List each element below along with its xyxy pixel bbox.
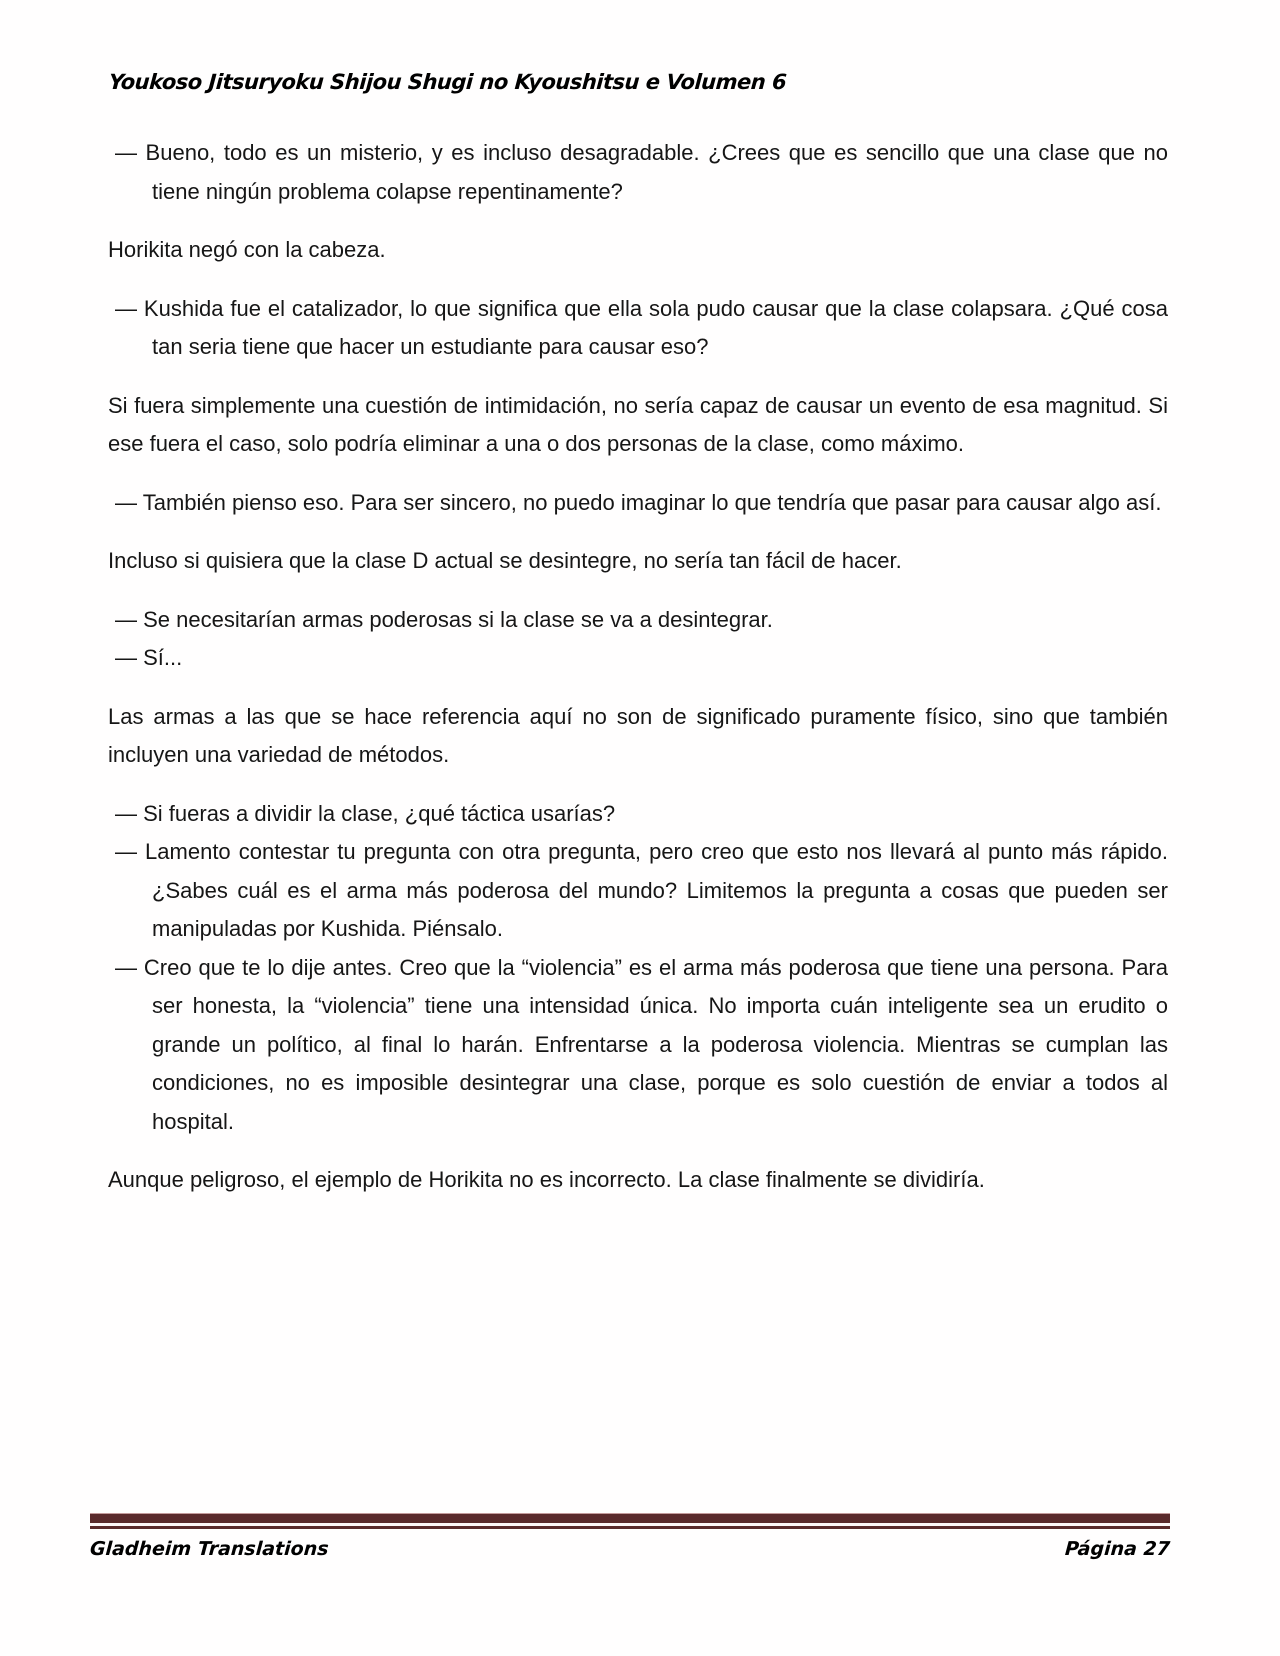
paragraph-dialogue-7: — Lamento contestar tu pregunta con otra pregunta, pero creo que esto nos llevará al punto más rápido. ¿Sabes cuál es el arma más poderosa del mundo? Limitemos la pregunta a cosas que pueden ser manipuladas por Kushida. Piénsalo.: [115, 839, 1168, 941]
page-footer: [90, 1513, 1170, 1560]
footer-rule-thin-line: [90, 1526, 1170, 1529]
paragraph-dialogue-1: — Bueno, todo es un misterio, y es incluso desagradable. ¿Crees que es sencillo que una clase que no tiene ningún problema colapse repentinamente?: [115, 140, 1168, 204]
paragraph-dialogue-5: — Sí...: [115, 645, 183, 670]
paragraph-narration-4: Las armas a las que se hace referencia aquí no son de significado puramente físico, sino que también incluyen una variedad de métodos.: [108, 703, 1168, 767]
footer-translator-credit: Gladheim Translations: [89, 1537, 330, 1560]
paragraph-dialogue-2: — Kushida fue el catalizador, lo que significa que ella sola pudo causar que la clase colapsara. ¿Qué cosa tan seria tiene que hacer un estudiante para causar eso?: [115, 295, 1168, 359]
paragraph-dialogue-4: — Se necesitarían armas poderosas si la clase se va a desintegrar.: [115, 606, 773, 632]
page-header-title: Youkoso Jitsuryoku Shijou Shugi no Kyoushitsu e Volumen 6: [108, 70, 788, 94]
paragraph-narration-2: Si fuera simplemente una cuestión de intimidación, no sería capaz de causar un evento de esa magnitud. Si ese fuera el caso, solo podría eliminar a una o dos personas de la clase, como máximo.: [108, 392, 1168, 456]
footer-text-row: [90, 1538, 1170, 1560]
paragraph-narration-5: Aunque peligroso, el ejemplo de Horikita no es incorrecto. La clase finalmente se dividiría.: [108, 1167, 985, 1192]
paragraph-dialogue-3: — También pienso eso. Para ser sincero, no puedo imaginar lo que tendría que pasar para causar algo así.: [115, 489, 1162, 515]
body-text: [108, 134, 1168, 1200]
footer-rule-thick-line: [90, 1513, 1170, 1523]
footer-divider-rule: [90, 1513, 1170, 1529]
paragraph-narration-3: Incluso si quisiera que la clase D actual se desintegre, no sería tan fácil de hacer.: [108, 548, 902, 573]
paragraph-dialogue-6: — Si fueras a dividir la clase, ¿qué táctica usarías?: [115, 800, 616, 826]
paragraph-narration-1: Horikita negó con la cabeza.: [108, 237, 386, 262]
footer-page-number: Página 27: [1064, 1537, 1171, 1560]
paragraph-dialogue-8: — Creo que te lo dije antes. Creo que la “violencia” es el arma más poderosa que tiene una persona. Para ser honesta, la “violencia” tiene una intensidad única. No importa cuán inteligente sea un erudito o grande un político, al final lo harán. Enfrentarse a la poderosa violencia. Mientras se cumplan las condiciones, no es imposible desintegrar una clase, porque es solo cuestión de enviar a todos al hospital.: [115, 954, 1168, 1134]
